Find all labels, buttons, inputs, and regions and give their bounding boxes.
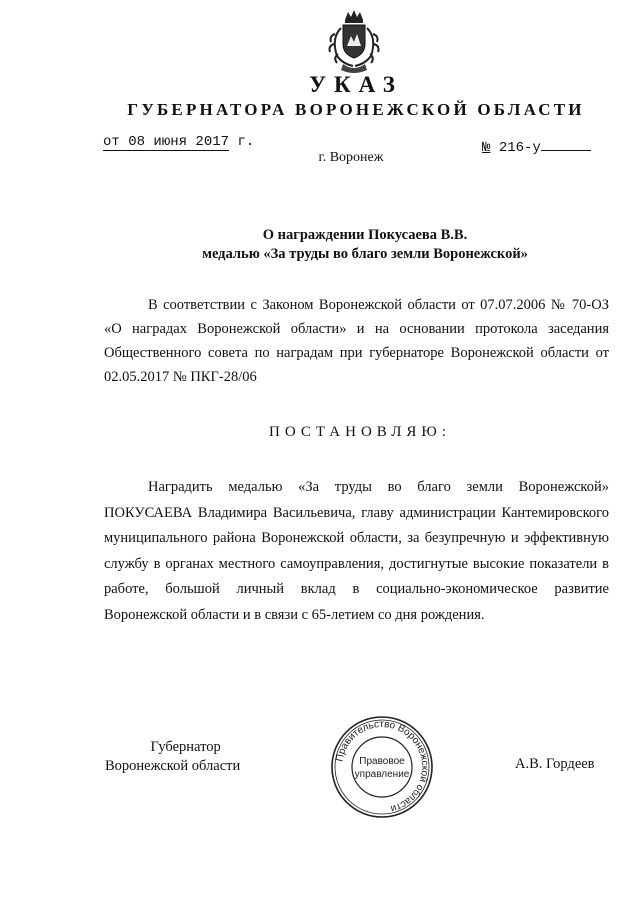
document-subtitle: ГУБЕРНАТОРА ВОРОНЕЖСКОЙ ОБЛАСТИ xyxy=(127,100,585,119)
signatory-name: А.В. Гордеев xyxy=(515,756,595,772)
official-stamp xyxy=(327,712,437,822)
document-title: УКАЗ xyxy=(309,72,403,97)
document-date: от 08 июня 2017 г. xyxy=(103,134,255,150)
subject-line-2: медалью «За труды во благо земли Воронежской» xyxy=(202,246,528,262)
decree-heading: ПОСТАНОВЛЯЮ: xyxy=(269,424,451,440)
document-subject xyxy=(0,226,640,264)
document-number: № 216-у xyxy=(482,140,591,156)
preamble-paragraph: В соответствии с Законом Воронежской области от 07.07.2006 № 70-ОЗ «О наградах Воронежской области» и на основании протокола заседания Общественного совета по наградам при губернаторе Воронежской области от 02.05.2017 № ПКГ-28/06 xyxy=(104,297,609,385)
svg-text:Правовое: Правовое xyxy=(359,756,405,767)
award-paragraph: Наградить медалью «За труды во благо земли Воронежской» ПОКУСАЕВА Владимира Васильевича, главу администрации Кантемировского муниципального района Воронежской области, за безупречную и эффективную службу в органах местного самоуправления, достигнутые высокие показатели в работе, большой личный вклад в социально-экономическое развитие Воронежской области и в связи с 65-летием со дня рождения. xyxy=(104,479,609,623)
document-city: г. Воронеж xyxy=(318,150,384,165)
coat-of-arms-emblem xyxy=(323,8,385,74)
svg-text:управление: управление xyxy=(354,769,410,780)
svg-text:Правительство Воронежской обла: Правительство Воронежской области xyxy=(334,718,431,814)
subject-line-1: О награждении Покусаева В.В. xyxy=(262,227,468,243)
signatory-position: Губернатор Воронежской области xyxy=(105,739,241,774)
